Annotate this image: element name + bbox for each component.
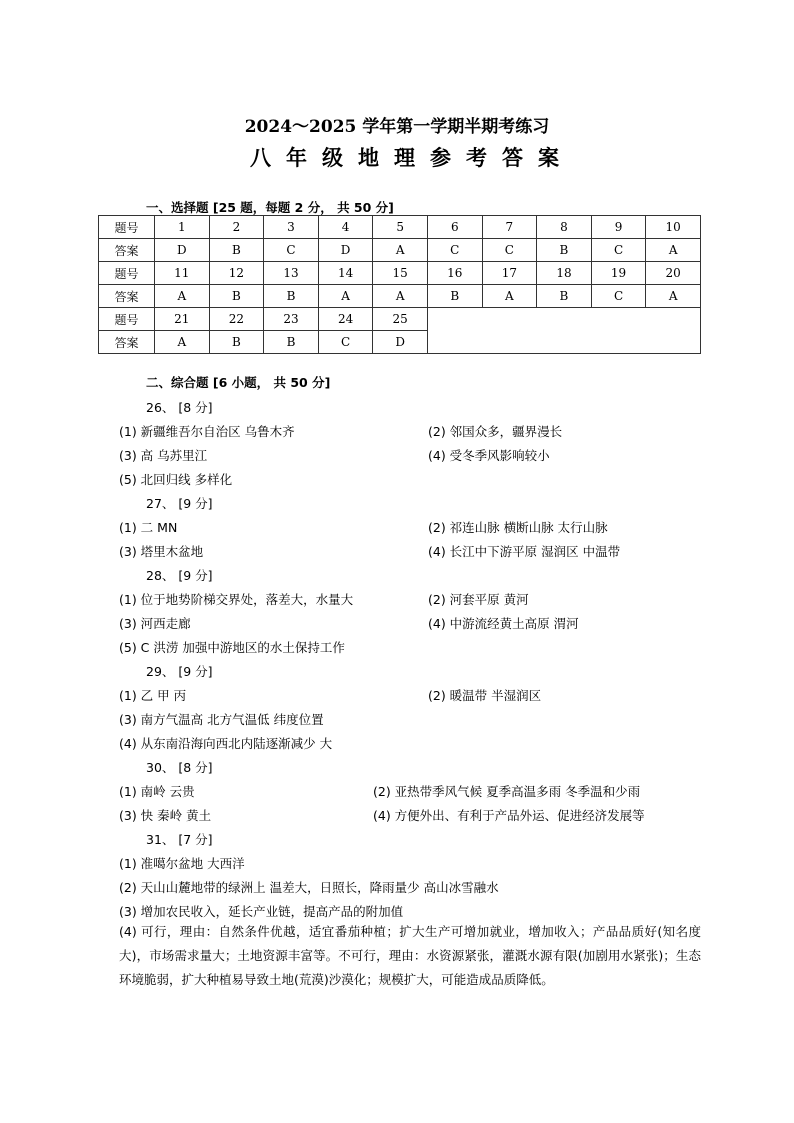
section1-heading: 一、选择题 [25 题，每题 2 分， 共 50 分] [146, 200, 394, 215]
q31-answer-4: (4) 可行，理由：自然条件优越，适宜番茄种植；扩大生产可增加就业，增加收入；产品品质好(知名度大)，市场需求量大；土地资源丰富等。不可行，理由：水资源紧张，灌溉水源有限(加剧用水紧张)；生态环境脆弱，扩大种植易导致土地(荒漠)沙漠化；规模扩大，可能造成品质降低。 [119, 924, 701, 987]
q31-answer-1: (1) 准噶尔盆地 大西洋 [119, 856, 245, 871]
q26-label: 26、 [8 分] [146, 400, 213, 415]
q27-answer-1: (1) 二 MN [119, 520, 178, 535]
answer-cell: A [155, 285, 210, 308]
answer-cell: A [318, 285, 373, 308]
q29-answer-1: (1) 乙 甲 丙 [119, 688, 187, 703]
choice-answer-table [98, 215, 701, 354]
question-number: 20 [646, 262, 701, 285]
table-row [99, 262, 701, 285]
q30-label: 30、 [8 分] [146, 760, 213, 775]
q26-answer-1: (1) 新疆维吾尔自治区 乌鲁木齐 [119, 424, 295, 439]
question-number: 12 [209, 262, 264, 285]
section2-heading: 二、综合题 [6 小题， 共 50 分] [146, 375, 331, 390]
question-number: 7 [482, 216, 537, 239]
q26-answer-5: (5) 北回归线 多样化 [119, 472, 233, 487]
question-number: 6 [427, 216, 482, 239]
answer-cell: B [537, 239, 592, 262]
answer-cell: C [591, 239, 646, 262]
row-label: 答案 [99, 239, 155, 262]
answer-key-title: 八年级地理参考答案 [250, 146, 574, 170]
answer-cell: B [537, 285, 592, 308]
q29-label: 29、 [9 分] [146, 664, 213, 679]
q26-answer-2: (2) 邻国众多，疆界漫长 [428, 424, 563, 439]
question-number: 15 [373, 262, 428, 285]
answer-cell: C [591, 285, 646, 308]
q29-answer-3: (3) 南方气温高 北方气温低 纬度位置 [119, 712, 324, 727]
empty-table-area [427, 308, 700, 354]
question-number: 4 [318, 216, 373, 239]
answer-cell: B [209, 331, 264, 354]
question-number: 5 [373, 216, 428, 239]
answer-cell: B [264, 331, 319, 354]
q28-answer-3: (3) 河西走廊 [119, 616, 191, 631]
q29-answer-4: (4) 从东南沿海向西北内陆逐渐减少 大 [119, 736, 333, 751]
q31-label: 31、 [7 分] [146, 832, 213, 847]
q27-answer-2: (2) 祁连山脉 横断山脉 太行山脉 [428, 520, 608, 535]
q26-answer-3: (3) 高 乌苏里江 [119, 448, 208, 463]
q28-answer-2: (2) 河套平原 黄河 [428, 592, 529, 607]
table-row [99, 285, 701, 308]
q26-answer-4: (4) 受冬季风影响较小 [428, 448, 550, 463]
answer-cell: D [318, 239, 373, 262]
answer-cell: D [155, 239, 210, 262]
question-number: 13 [264, 262, 319, 285]
row-label: 题号 [99, 262, 155, 285]
table-row [99, 216, 701, 239]
answer-cell: B [209, 285, 264, 308]
table-row [99, 239, 701, 262]
answer-cell: A [155, 331, 210, 354]
question-number: 19 [591, 262, 646, 285]
question-number: 1 [155, 216, 210, 239]
row-label: 答案 [99, 331, 155, 354]
table-row [99, 308, 701, 331]
question-number: 3 [264, 216, 319, 239]
answer-cell: C [264, 239, 319, 262]
row-label: 题号 [99, 216, 155, 239]
answer-cell: A [646, 285, 701, 308]
q31-answer-3: (3) 增加农民收入，延长产业链，提高产品的附加值 [119, 904, 404, 919]
answer-cell: B [264, 285, 319, 308]
question-number: 10 [646, 216, 701, 239]
answer-cell: A [373, 285, 428, 308]
answer-cell: C [318, 331, 373, 354]
question-number: 17 [482, 262, 537, 285]
question-number: 18 [537, 262, 592, 285]
q28-answer-5: (5) C 洪涝 加强中游地区的水土保持工作 [119, 640, 345, 655]
answer-cell: C [427, 239, 482, 262]
q30-answer-1: (1) 南岭 云贵 [119, 784, 195, 799]
question-number: 24 [318, 308, 373, 331]
q31-answer-2: (2) 天山山麓地带的绿洲上 温差大，日照长，降雨量少 高山冰雪融水 [119, 880, 499, 895]
question-number: 16 [427, 262, 482, 285]
answer-cell: B [209, 239, 264, 262]
q27-answer-3: (3) 塔里木盆地 [119, 544, 204, 559]
question-number: 25 [373, 308, 428, 331]
exam-title: 2024～2025 学年第一学期半期考练习 [244, 117, 550, 137]
q30-answer-3: (3) 快 秦岭 黄土 [119, 808, 212, 823]
answer-cell: C [482, 239, 537, 262]
q27-label: 27、 [9 分] [146, 496, 213, 511]
question-number: 23 [264, 308, 319, 331]
question-number: 22 [209, 308, 264, 331]
answer-cell: A [373, 239, 428, 262]
q28-label: 28、 [9 分] [146, 568, 213, 583]
question-number: 14 [318, 262, 373, 285]
answer-cell: D [373, 331, 428, 354]
question-number: 8 [537, 216, 592, 239]
q28-answer-4: (4) 中游流经黄土高原 渭河 [428, 616, 579, 631]
q30-answer-2: (2) 亚热带季风气候 夏季高温多雨 冬季温和少雨 [373, 784, 641, 799]
question-number: 9 [591, 216, 646, 239]
answer-cell: A [646, 239, 701, 262]
q30-answer-4: (4) 方便外出、有利于产品外运、促进经济发展等 [373, 808, 645, 823]
answer-cell: B [427, 285, 482, 308]
row-label: 题号 [99, 308, 155, 331]
question-number: 2 [209, 216, 264, 239]
answer-cell: A [482, 285, 537, 308]
q29-answer-2: (2) 暖温带 半湿润区 [428, 688, 542, 703]
q28-answer-1: (1) 位于地势阶梯交界处，落差大，水量大 [119, 592, 354, 607]
question-number: 21 [155, 308, 210, 331]
row-label: 答案 [99, 285, 155, 308]
q27-answer-4: (4) 长江中下游平原 湿润区 中温带 [428, 544, 621, 559]
question-number: 11 [155, 262, 210, 285]
